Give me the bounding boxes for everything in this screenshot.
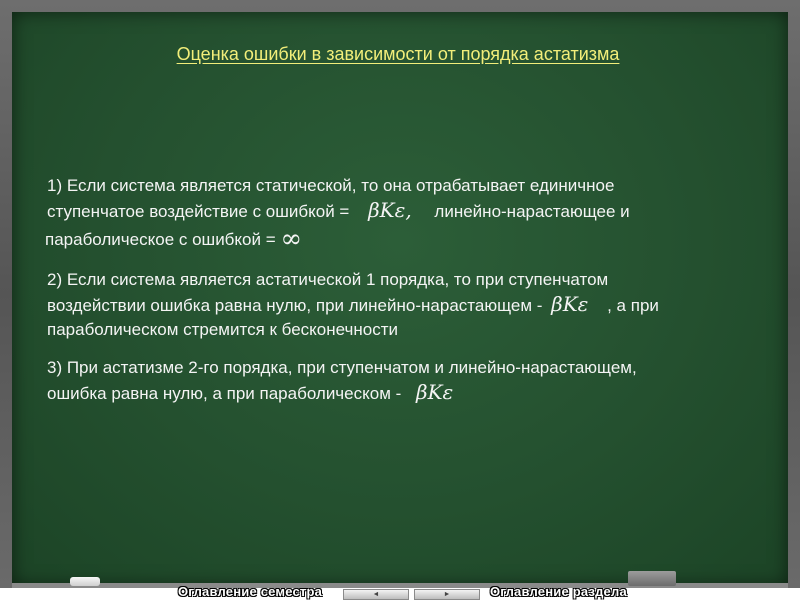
p1-line1: 1) Если система является статической, то она отрабатывает единичное xyxy=(47,176,615,195)
p2-formula: βKε xyxy=(551,292,589,316)
next-slide-button[interactable]: ► xyxy=(414,589,480,600)
p1-formula: βKε, xyxy=(368,198,412,222)
p2-line2 xyxy=(47,292,767,318)
semester-contents-link[interactable]: Оглавление семестра xyxy=(178,584,323,599)
p1-line3-text: параболическое с ошибкой = xyxy=(45,230,281,249)
p1-line3 xyxy=(45,224,767,254)
paragraph-astatic-order1 xyxy=(47,268,767,342)
p1-line2-text-a: ступенчатое воздействие с ошибкой = xyxy=(47,202,355,221)
paragraph-astatic-order2 xyxy=(47,356,767,406)
slide-title: Оценка ошибки в зависимости от порядка астатизма xyxy=(176,44,620,64)
paragraph-static-system xyxy=(47,174,767,252)
eraser xyxy=(628,571,676,586)
infinity-symbol: ∞ xyxy=(280,224,303,254)
chalk-piece xyxy=(70,577,100,586)
p3-line2-text: ошибка равна нулю, а при параболическом - xyxy=(47,384,407,403)
p2-line3: параболическом стремится к бесконечности xyxy=(47,320,399,339)
p1-line2-text-b: линейно-нарастающее и xyxy=(434,202,630,221)
p3-line2 xyxy=(47,380,767,406)
prev-slide-button[interactable]: ◄ xyxy=(343,589,409,600)
p1-line2 xyxy=(47,198,767,224)
p2-line2-text-b: , а при xyxy=(607,296,659,315)
p3-line1: 3) При астатизме 2-го порядка, при ступенчатом и линейно-нарастающем, xyxy=(47,358,637,377)
p2-line1: 2) Если система является астатической 1 порядка, то при ступенчатом xyxy=(47,270,609,289)
section-contents-link[interactable]: Оглавление раздела xyxy=(490,584,627,599)
p2-line2-text-a: воздействии ошибка равна нулю, при линейно-нарастающем - xyxy=(47,296,548,315)
p3-formula: βKε xyxy=(416,380,454,404)
